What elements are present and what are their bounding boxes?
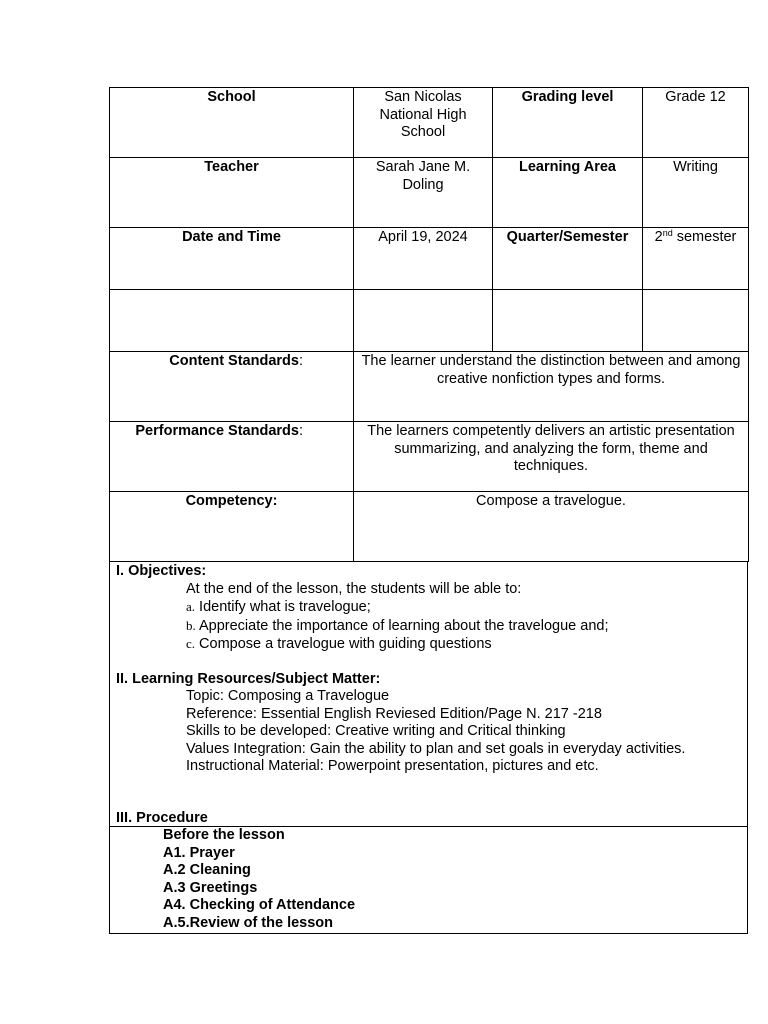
objective-text: Compose a travelogue with guiding questions: [195, 636, 492, 652]
objective-item: [116, 617, 741, 636]
learning-area-value: Writing: [643, 158, 749, 228]
quarter-semester-label: Quarter/Semester: [493, 228, 643, 290]
semester-text: semester: [672, 229, 737, 245]
objective-text: Appreciate the importance of learning about the travelogue and;: [195, 617, 609, 634]
objectives-resources-section: [109, 562, 748, 827]
objectives-title: I. Objectives:: [116, 563, 207, 579]
procedure-section: [109, 827, 748, 934]
objective-marker: b.: [186, 617, 196, 633]
content-standards-row: [110, 352, 749, 422]
performance-standards-colon: :: [298, 423, 303, 439]
date-time-label: Date and Time: [110, 228, 354, 290]
semester-number: 2: [654, 229, 663, 245]
performance-standards-row: [110, 422, 749, 492]
blank-cell: [110, 290, 354, 352]
header-table: [109, 87, 749, 562]
teacher-value: Sarah Jane M. Doling: [354, 158, 493, 228]
blank-cell: [643, 290, 749, 352]
procedure-step: A.2 Cleaning: [163, 862, 251, 878]
competency-label: Competency:: [110, 492, 354, 562]
teacher-row: [110, 158, 749, 228]
content-standards-label-cell: [110, 352, 354, 422]
performance-standards-label-cell: [110, 422, 354, 492]
quarter-semester-value: [643, 228, 749, 290]
procedure-step: A1. Prayer: [163, 844, 235, 861]
objective-marker: a.: [186, 599, 196, 614]
content-standards-text: The learner understand the distinction between and among creative nonfiction types and forms.: [354, 352, 749, 422]
learning-area-label: Learning Area: [493, 158, 643, 228]
objective-item: [116, 598, 741, 617]
content-standards-colon: :: [298, 353, 303, 369]
date-row: [110, 228, 749, 290]
resource-line: Topic: Composing a Travelogue: [186, 688, 390, 704]
resource-line: Instructional Material: Powerpoint presentation, pictures and etc.: [186, 758, 599, 774]
resource-line: Values Integration: Gain the ability to plan and set goals in everyday activities.: [186, 740, 686, 757]
resource-line: Skills to be developed: Creative writing and Critical thinking: [186, 723, 566, 739]
performance-standards-text: The learners competently delivers an artistic presentation summarizing, and analyzing the form, theme and techniques.: [354, 422, 749, 492]
blank-cell: [354, 290, 493, 352]
procedure-step: A.3 Greetings: [163, 879, 258, 896]
procedure-title: III. Procedure: [116, 809, 208, 826]
lesson-plan-page: [109, 87, 748, 934]
objective-text: Identify what is travelogue;: [195, 599, 371, 615]
school-label: School: [110, 88, 354, 158]
grading-level-value: Grade 12: [643, 88, 749, 158]
spacer: [116, 776, 741, 793]
resource-line: Reference: Essential English Reviesed Edition/Page N. 217 -218: [186, 705, 602, 722]
performance-standards-label: Performance Standards: [135, 423, 299, 439]
procedure-step: Before the lesson: [163, 827, 285, 843]
resources-title: II. Learning Resources/Subject Matter:: [116, 670, 381, 687]
date-time-value: April 19, 2024: [354, 228, 493, 290]
blank-cell: [493, 290, 643, 352]
grading-level-label: Grading level: [493, 88, 643, 158]
competency-row: [110, 492, 749, 562]
objective-item: [116, 635, 741, 654]
spacer: [116, 793, 741, 810]
procedure-step: A.5.Review of the lesson: [163, 914, 334, 931]
school-row: [110, 88, 749, 158]
semester-ordinal: nd: [662, 228, 673, 238]
objectives-intro: At the end of the lesson, the students will be able to:: [186, 580, 522, 597]
spacer: [116, 654, 741, 671]
procedure-step: A4. Checking of Attendance: [163, 897, 356, 913]
school-value: San Nicolas National High School: [354, 88, 493, 158]
teacher-label: Teacher: [110, 158, 354, 228]
content-standards-label: Content Standards: [169, 353, 299, 369]
objective-marker: c.: [186, 636, 196, 651]
competency-text: Compose a travelogue.: [354, 492, 749, 562]
blank-row: [110, 290, 749, 352]
